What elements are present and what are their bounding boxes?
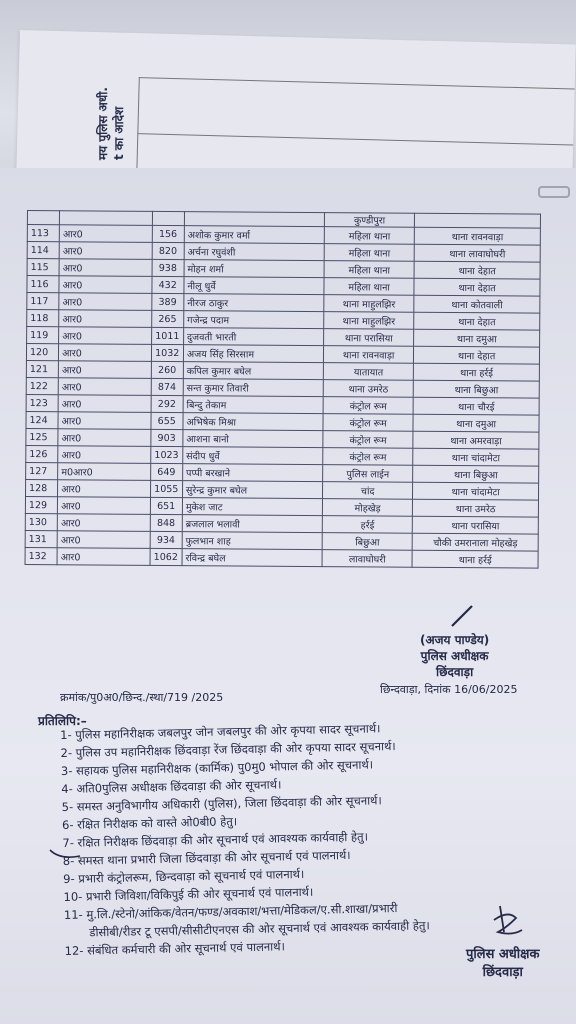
copy-item: 7- रक्षित निरीक्षक छिंदवाड़ा की ओर सूचनार्थ एवं आवश्यक कार्यवाही हेतु। (62, 829, 369, 850)
table-cell-sno: 113 (27, 225, 59, 242)
table-cell-sno: 119 (27, 327, 59, 344)
table-cell-rank: आर0 (58, 446, 150, 464)
table-cell-to: थाना अमरवाड़ा (413, 431, 539, 449)
table-cell-from: यातायात (323, 363, 413, 381)
table-cell-name: संदीप धुर्वे (183, 447, 323, 465)
table-cell-from: लावाघोघरी (322, 550, 412, 568)
table-cell-to: थाना कोतवाली (414, 295, 540, 313)
table-cell-rank: आर0 (59, 259, 151, 277)
table-cell-no: 432 (151, 276, 183, 293)
table-cell-from: पुलिस लाईन (323, 465, 413, 483)
signatory-place-2: छिंदवाड़ा (482, 965, 523, 980)
table-cell-no: 1062 (150, 548, 182, 565)
table-cell-no: 903 (150, 429, 182, 446)
table-cell-rank: आर0 (57, 514, 149, 532)
table-cell (415, 213, 541, 228)
table-cell-name: अर्चना रघुवंशी (184, 243, 324, 261)
copy-item: 10- प्रभारी जिविशा/विकिपुई की ओर सूचनार्थ एवं पालनार्थ। (63, 884, 314, 904)
signatory-designation-2: पुलिस अधीक्षक (466, 947, 540, 962)
table-cell-no: 649 (150, 463, 182, 480)
table-cell-no: 655 (151, 412, 183, 429)
table-cell-sno: 130 (25, 513, 57, 530)
copy-item: 11- मु.लि./स्टेनो/आंकिक/वेतन/फण्ड/अवकाश/भत्ता/मेडिकल/ए.सी.शाखा/प्रभारी (63, 900, 398, 922)
copy-title: प्रतिलिपि:– (38, 714, 87, 728)
table-cell-to: थाना बिछुआ (413, 465, 539, 483)
back-sheet-text-2: t का आदेश (112, 106, 126, 160)
table-cell-to: थाना दमुआ (414, 329, 540, 347)
table-cell-sno: 124 (26, 411, 58, 428)
table-cell-to: थाना परासिया (413, 516, 539, 534)
signatory-place: छिंदवाड़ा (435, 665, 474, 679)
copy-item: 12- संबंधित कर्मचारी की ओर सूचनार्थ एवं पालनार्थ। (64, 939, 285, 958)
table-cell-sno: 131 (25, 530, 57, 547)
table-cell-from: थाना उमरेठ (323, 380, 413, 398)
order-date: छिन्दवाड़ा, दिनांक 16/06/2025 (380, 683, 518, 696)
check-mark-icon (48, 846, 82, 862)
table-cell-rank: आर0 (57, 548, 149, 566)
table-cell-rank: आर0 (59, 310, 151, 328)
table-cell-rank: आर0 (58, 412, 150, 430)
table-cell-rank: आर0 (59, 327, 151, 345)
table-cell-no: 874 (151, 378, 183, 395)
table-cell-rank: आर0 (59, 361, 151, 379)
table-cell-name: नीरज ठाकुर (184, 294, 324, 312)
back-sheet-vertical-text (95, 87, 127, 160)
table-cell-sno: 123 (26, 394, 58, 411)
table-cell-no: 292 (151, 395, 183, 412)
table-cell-no: 389 (151, 293, 183, 310)
copy-item: 8- समस्त थाना प्रभारी जिला छिंदवाड़ा की ओर सूचनार्थ एवं पालनार्थ। (62, 847, 351, 868)
copy-item: डीसीबी/रीडर टू एसपी/सीसीटीएनएस की ओर सूचनार्थ एवं आवश्यक कार्यवाही हेतु। (89, 918, 430, 940)
table-cell (60, 211, 152, 226)
table-cell-rank: आर0 (58, 429, 150, 447)
table-cell-name: अशोक कुमार वर्मा (184, 226, 324, 244)
table-cell-from: कंट्रोल रूम (323, 431, 413, 449)
table-cell-sno: 127 (26, 462, 58, 479)
table-cell-sno: 116 (27, 276, 59, 293)
table-cell-no: 1011 (151, 327, 183, 344)
signature-icon (486, 902, 526, 942)
signatory-name: (अजय पाण्डेय) (420, 633, 490, 647)
table-cell-from: कंट्रोल रूम (323, 414, 413, 432)
table-cell-to: थाना चांदामेटा (413, 482, 539, 500)
table-cell-rank: आर0 (58, 497, 150, 515)
table-cell-to: थाना दमुआ (413, 414, 539, 432)
table-cell-to: थाना चांदामेटा (413, 448, 539, 466)
table-cell-from: हर्रई (322, 516, 412, 534)
table-cell-from: महिला थाना (324, 278, 414, 296)
table-cell-rank: आर0 (58, 378, 150, 396)
table-cell-sno: 114 (27, 242, 59, 259)
table-cell-to: थाना हर्रई (412, 550, 538, 568)
table-cell-rank: आर0 (59, 242, 151, 260)
table-cell-no: 651 (150, 497, 182, 514)
table-cell-name: अजय सिंह सिरसाम (183, 345, 323, 363)
table-cell-no: 938 (152, 259, 184, 276)
table-cell-name: अभिषेक मिश्रा (183, 413, 323, 431)
table-cell-sno: 118 (27, 310, 59, 327)
table-header-from: कुण्डीपुरा (324, 213, 414, 228)
table-cell-name: रविन्द्र बघेल (182, 549, 322, 567)
table-cell (27, 211, 59, 225)
table-cell-name: ब्रजलाल भलावी (182, 515, 322, 533)
table-cell-from: महिला थाना (324, 244, 414, 262)
table-cell-no: 1023 (150, 446, 182, 463)
signature-block-bottom (466, 946, 539, 982)
table-cell-rank: आर0 (58, 395, 150, 413)
table-cell-name: पप्पी बरखाने (183, 464, 323, 482)
copy-item: 6- रक्षित निरीक्षक को वास्ते ओ0बी0 हेतु। (61, 814, 238, 832)
back-sheet-rule (139, 77, 575, 89)
table-cell-from: महिला थाना (324, 261, 414, 279)
table-cell-from: बिछुआ (322, 533, 412, 551)
table-cell-name: मोहन शर्मा (184, 260, 324, 278)
table-cell-no: 156 (152, 225, 184, 242)
transfer-table (25, 210, 541, 569)
table-cell-no: 1032 (151, 344, 183, 361)
table-cell-no: 260 (151, 361, 183, 378)
table-cell-sno: 115 (27, 259, 59, 276)
table-cell-no: 848 (150, 514, 182, 531)
back-sheet-text-1: मय पुलिस अधी. (96, 87, 110, 160)
table-cell-sno: 121 (26, 360, 58, 377)
table-cell-from: थाना रावनवाड़ा (323, 346, 413, 364)
signature-block-top (420, 632, 489, 680)
table-cell-name: दुजवती भारती (183, 328, 323, 346)
table-cell-name: मुकेश जाट (182, 498, 322, 516)
table-cell-to: थाना चौरई (413, 397, 539, 415)
table-cell-no: 265 (151, 310, 183, 327)
table-cell-from: चांद (323, 482, 413, 500)
signatory-designation: पुलिस अधीक्षक (420, 649, 489, 663)
copy-item: 9- प्रभारी कंट्रोलरूम, छिन्दवाड़ा को सूचनार्थ एवं पालनार्थ। (63, 866, 305, 886)
table-cell-no: 1055 (150, 480, 182, 497)
table-cell-rank: आर0 (59, 225, 151, 243)
table-cell-to: थाना देहात (414, 261, 540, 279)
copy-item: 5- समस्त अनुविभागीय अधिकारी (पुलिस), जिला छिंदवाड़ा की ओर सूचनार्थ। (61, 793, 382, 814)
table-cell (152, 211, 184, 225)
table-cell-to: थाना उमरेठ (413, 499, 539, 517)
table-cell-to: चौकी उमरानाला मोहखेड़ (412, 533, 538, 551)
table-cell-from: थाना माहुलझिर (324, 295, 414, 313)
table-cell-from: थाना माहुलझिर (324, 312, 414, 330)
table-cell-to: थाना हर्रई (414, 363, 540, 381)
copy-item: 2- पुलिस उप महानिरीक्षक छिंदवाड़ा रेंज छिंदवाड़ा की ओर कृपया सादर सूचनार्थ। (60, 738, 396, 760)
table-cell-name: सुरेन्द्र कुमार बघेल (182, 481, 322, 499)
copy-item: 3- सहायक पुलिस महानिरीक्षक (कार्मिक) पु0मु0 भोपाल की ओर सूचनार्थ। (60, 757, 374, 778)
table-cell-no: 934 (150, 531, 182, 548)
table-cell-rank: आर0 (58, 480, 150, 498)
table-cell-sno: 129 (25, 496, 57, 513)
table-cell-from: मोहखेड़ (322, 499, 412, 517)
table-cell-to: थाना लावाघोघरी (414, 244, 540, 262)
table-cell-rank: आर0 (59, 276, 151, 294)
table-cell-from: थाना परासिया (324, 329, 414, 347)
table-cell-sno: 120 (26, 344, 58, 361)
table-cell-from: महिला थाना (324, 227, 414, 245)
table-cell-from: कंट्रोल रूम (323, 397, 413, 415)
table-cell-to: थाना बिछुआ (414, 380, 540, 398)
table-cell-from: कंट्रोल रूम (323, 448, 413, 466)
table-row (25, 547, 538, 568)
back-sheet-rule (137, 133, 573, 145)
table-cell-sno: 132 (25, 547, 57, 564)
table-cell-name: बिन्दु तेकाम (183, 396, 323, 414)
table-cell-to: थाना देहात (414, 346, 540, 364)
table-cell-sno: 126 (26, 445, 58, 462)
table-cell-to: थाना रावनवाड़ा (415, 227, 541, 245)
table-cell-name: गजेन्द्र पदाम (184, 311, 324, 329)
table-cell-sno: 122 (26, 377, 58, 394)
table-cell-name: नीलू धुर्वे (184, 277, 324, 295)
table-cell-no: 820 (152, 242, 184, 259)
table-cell-to: थाना देहात (414, 278, 540, 296)
copy-item: 1- पुलिस महानिरीक्षक जबलपुर जोन जबलपुर की ओर कृपया सादर सूचनार्थ। (60, 721, 381, 742)
table-cell-name: कपिल कुमार बघेल (183, 362, 323, 380)
paper-clip-icon (538, 186, 570, 198)
table-cell-sno: 128 (25, 479, 57, 496)
table-cell-sno: 117 (27, 293, 59, 310)
table-cell (184, 212, 324, 227)
table-cell-name: फुलभान शाह (182, 532, 322, 550)
order-reference-number: क्रमांक/पु0अ0/छिन्द./स्था/719 /2025 (60, 691, 224, 704)
table-cell-to: थाना देहात (414, 312, 540, 330)
copy-item: 4- अति0पुलिस अधीक्षक छिंदवाड़ा की ओर सूचनार्थ। (61, 777, 282, 796)
table-cell-sno: 125 (26, 428, 58, 445)
table-cell-rank: आर0 (59, 344, 151, 362)
table-cell-name: सन्त कुमार तिवारी (183, 379, 323, 397)
table-cell-rank: आर0 (57, 531, 149, 549)
table-cell-name: आशना बानो (183, 430, 323, 448)
table-cell-rank: म0आर0 (58, 463, 150, 481)
table-cell-rank: आर0 (59, 293, 151, 311)
signature-mark-icon (450, 604, 474, 628)
